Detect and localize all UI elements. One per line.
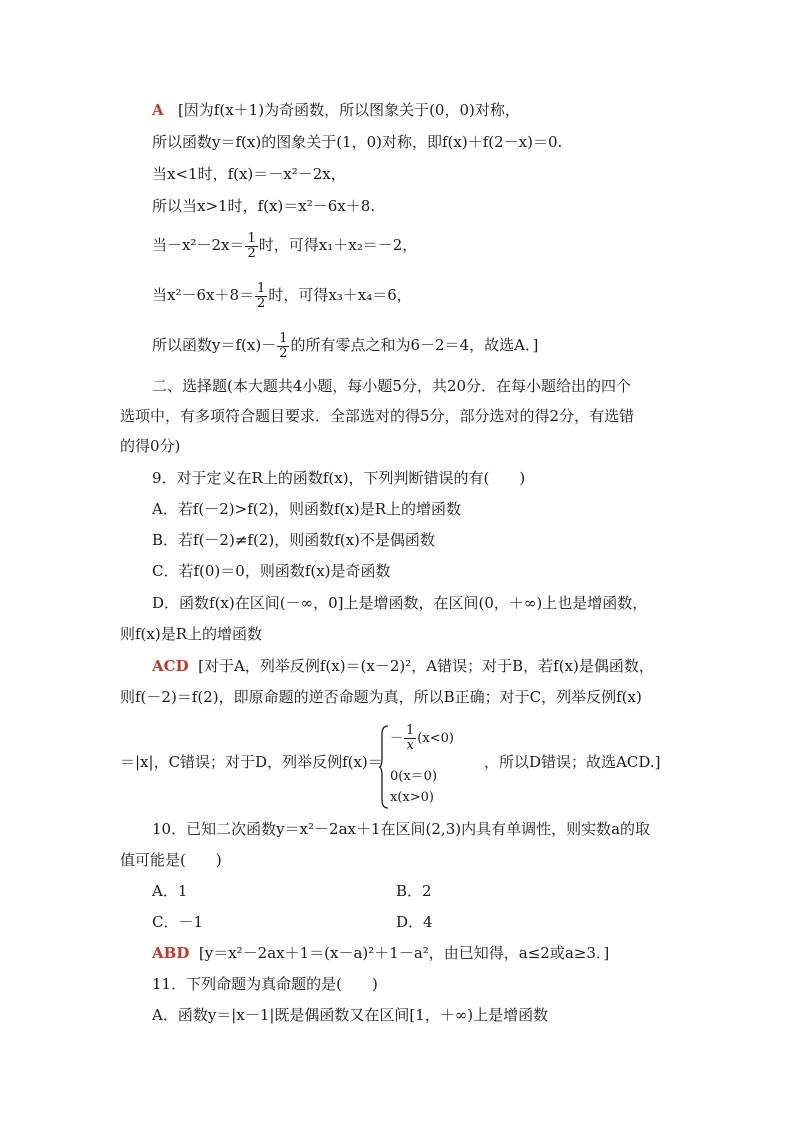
fraction-denominator: 2 [279,345,288,361]
fraction-denominator: x [406,738,414,753]
q8-answer-line-3: 当x<1时，f(x)＝－x²－2x， [152,165,346,183]
q9-option-d-line-1: D．函数f(x)在区间(－∞，0]上是增函数，在区间(0，＋∞)上也是增函数， [152,594,648,612]
q8-answer-line-4: 所以当x>1时，f(x)＝x²－6x＋8. [152,197,376,215]
q10-answer [152,943,609,963]
fraction-denominator: 2 [247,245,256,261]
answer-text: [因为f(x＋1)为奇函数，所以图象关于(0，0)对称， [177,101,520,119]
left-brace-icon [378,724,390,810]
q9-option-c: C．若f(0)＝0，则函数f(x)是奇函数 [152,562,391,580]
fraction-numerator: 1 [406,723,415,738]
q9-option-b: B．若f(－2)≠f(2)，则函数f(x)不是偶函数 [152,531,435,549]
formula-text: 时，可得x₁＋x₂＝－2， [258,236,418,254]
section-heading-line-1: 二、选择题(本大题共4小题，每小题5分，共20分．在每小题给出的四个 [152,377,632,395]
piecewise-case-2: 0(x＝0) [390,769,438,784]
minus-sign: － [390,731,404,746]
q11-stem: 11．下列命题为真命题的是( ) [152,975,378,993]
piecewise-function [378,724,488,810]
answer-text: [对于A，列举反例f(x)＝(x－2)²，A错误；对于B，若f(x)是偶函数， [198,657,654,675]
formula-text: 当－x²－2x＝ [152,236,245,254]
fraction [277,332,289,361]
fraction [255,282,267,311]
formula-text: 时，可得x₃＋x₄＝6， [268,286,412,304]
case-condition: (x<0) [417,731,454,746]
fraction-numerator: 1 [279,330,288,346]
q11-option-a: A．函数y＝|x－1|既是偶函数又在区间[1，＋∞)上是增函数 [152,1006,549,1024]
q10-option-c: C．－1 [152,913,204,931]
q9-stem: 9．对于定义在R上的函数f(x)，下列判断错误的有( ) [152,469,526,487]
formula-text: 的所有零点之和为6－2＝4，故选A．] [290,336,539,354]
q10-option-a: A．1 [152,882,188,900]
q9-option-a: A．若f(－2)>f(2)，则函数f(x)是R上的增函数 [152,500,462,518]
q9-answer-line-3b: ，所以D错误；故选ACD.] [484,753,661,771]
q8-answer-line-6 [152,278,412,312]
answer-letter: A [152,101,164,119]
q10-stem-line-2: 值可能是( ) [120,851,222,869]
q9-option-d-line-2: 则f(x)是R上的增函数 [120,625,263,643]
q9-answer-line-2: 则f(－2)＝f(2)，即原命题的逆否命题为真，所以B正确；对于C，列举反例f(x) [120,688,642,706]
q9-answer-line-1 [152,656,654,676]
q10-stem-line-1: 10．已知二次函数y＝x²－2ax＋1在区间(2,3)内具有单调性，则实数a的取 [152,820,651,838]
piecewise-case-1 [390,724,454,753]
q8-answer-line-7 [152,328,538,362]
q8-answer-line-2: 所以函数y＝f(x)的图象关于(1，0)对称，即f(x)＋f(2－x)＝0. [152,133,563,151]
fraction-numerator: 1 [257,280,266,296]
answer-letter: ABD [152,944,190,962]
section-heading-line-3: 的得0分) [120,437,181,455]
answer-letter: ACD [152,657,189,675]
piecewise-case-3: x(x>0) [390,790,434,805]
fraction [245,232,257,261]
answer-text: [y＝x²－2ax＋1＝(x－a)²＋1－a²，由已知得，a≤2或a≥3．] [198,944,610,962]
q9-answer-line-3a: ＝|x|，C错误；对于D，列举反例f(x)＝ [120,753,383,771]
fraction-numerator: 1 [247,230,256,246]
formula-text: 所以函数y＝f(x)－ [152,336,277,354]
q10-option-d: D．4 [396,913,433,931]
q10-option-b: B．2 [396,882,432,900]
section-heading-line-2: 选项中，有多项符合题目要求．全部选对的得5分，部分选对的得2分，有选错 [120,407,635,425]
formula-text: 当x²－6x＋8＝ [152,286,255,304]
q8-answer-line-5 [152,228,417,262]
q8-answer-line-1 [152,100,520,120]
fraction [404,724,416,753]
fraction-denominator: 2 [257,295,266,311]
